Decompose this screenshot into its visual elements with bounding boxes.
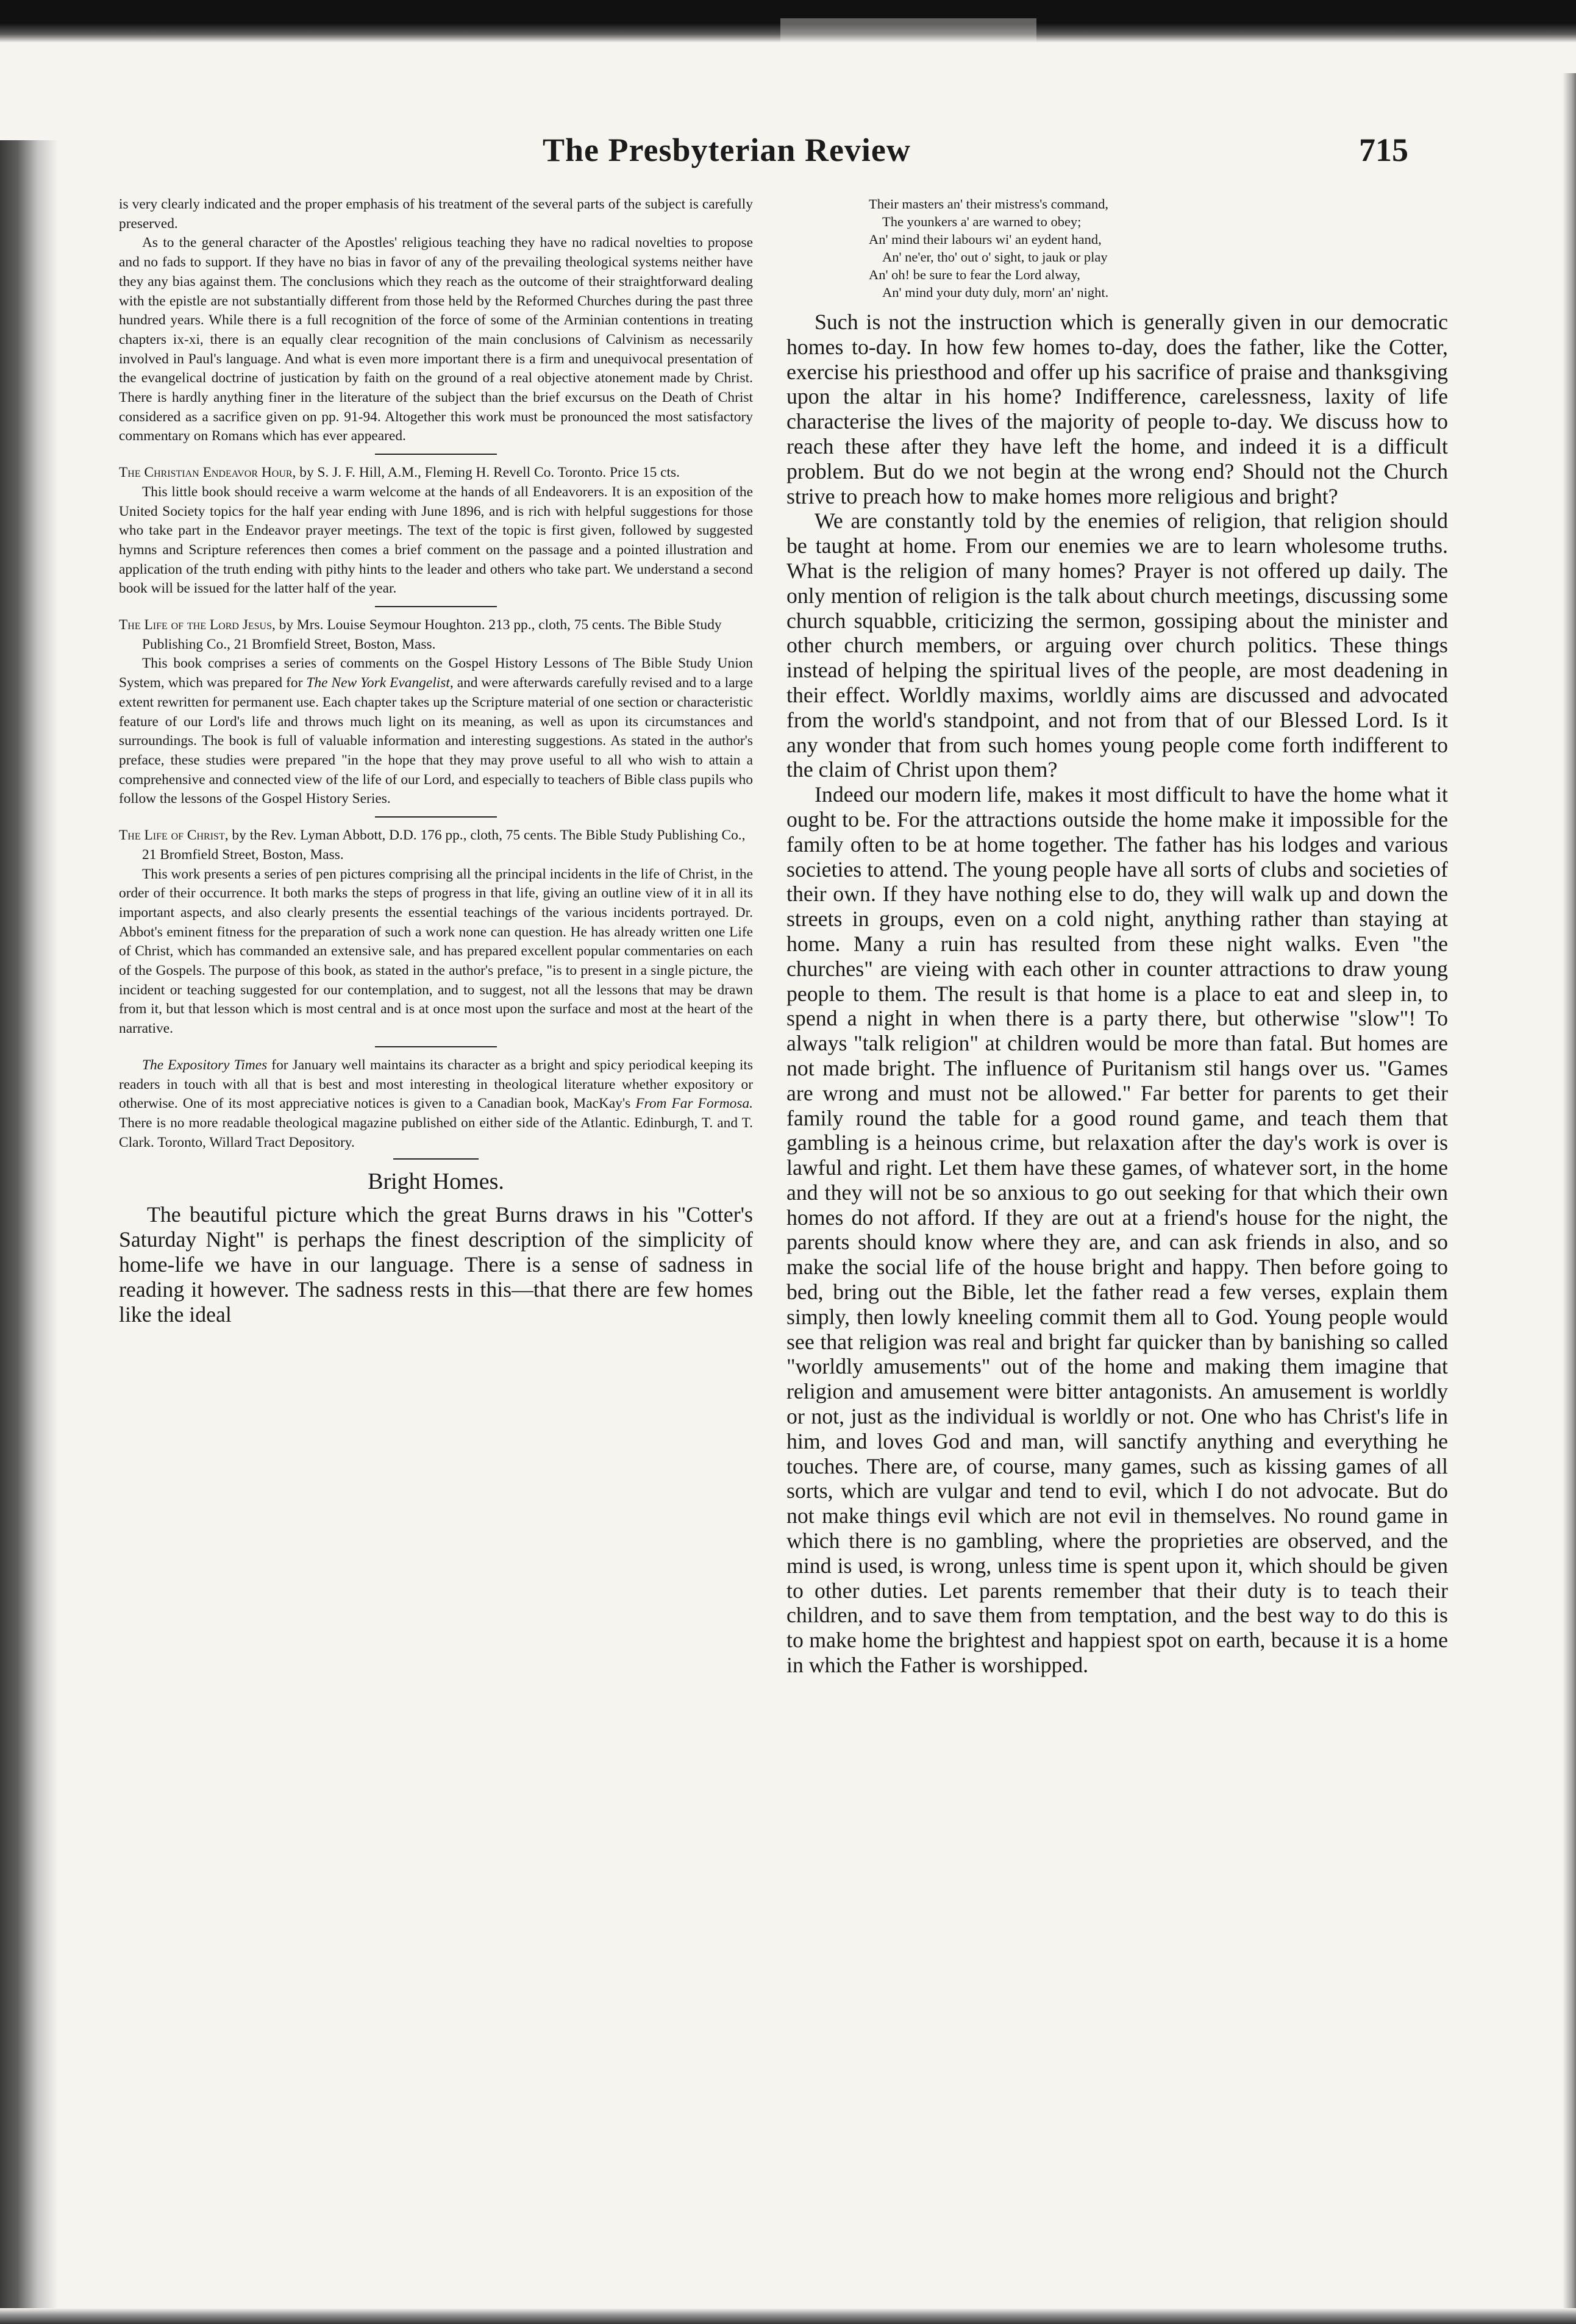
page-title: The Presbyterian Review — [543, 132, 911, 168]
book-title: From Far Formosa. — [635, 1096, 753, 1112]
article-paragraph: We are constantly told by the enemies of religion, that religion should be taught at home. From our enemies we are to learn wholesome truths. What is the religion of many homes? Prayer is not offered up daily. The only mention of religion is the talk about church meetings, discussing some church squabble, criticizing the sermon, gossiping about the minister and other church members, or arguing over church politics. These things instead of helping the spiritual lives of the people, are most deadening in their effect. Worldly maxims, worldly aims are discussed and advocated from the world's standpoint, and not from that of our Blessed Lord. Is it any wonder that from such homes young people come forth indifferent to the claim of Christ upon them? — [786, 508, 1448, 782]
review-details: , by the Rev. Lyman Abbott, D.D. 176 pp., cloth, 75 cents. The Bible Study Publishing Co., 21 Bromfield Street, Boston, Mass. — [142, 827, 746, 863]
scan-binding-shadow — [0, 140, 58, 2311]
right-column — [786, 195, 1448, 2298]
review-heading — [119, 616, 753, 654]
left-column — [119, 195, 753, 2298]
poem-line: An' mind your duty duly, morn' an' night. — [882, 285, 1109, 300]
page-number: 715 — [1359, 132, 1408, 168]
intro-paragraph: As to the general character of the Apostles' religious teaching they have no radical novelties to propose and no fads to support. If they have no bias in favor of any of the prevailing theological systems neither have they any bias against them. The conclusions which they reach as the outcome of their straightforward dealing with the epistle are not substantially different from those held by the Reformed Churches during the past three hundred years. While there is a full recognition of the force of some of the Arminian contentions in treating chapters ix-xi, there is an equally clear recognition of the main conclusions of Calvinism as necessarily involved in Paul's language. And what is even more important there is a firm and unequivocal presentation of the evangelical doctrine of justication by faith on the ground of a real objective atonement made by Christ. There is hardly anything finer in the literature of the subject than the brief excursus on the Death of Christ considered as a sacrifice given on pp. 91-94. Altogether this work must be pronounced the most satisfactory commentary on Romans which has ever appeared. — [119, 235, 753, 444]
review-details: , by S. J. F. Hill, A.M., Fleming H. Revell Co. Toronto. Price 15 cts. — [292, 465, 680, 481]
article-continuation — [786, 310, 1448, 1678]
review-title: The Christian Endeavor Hour — [119, 465, 293, 481]
intro-paragraph: is very clearly indicated and the proper emphasis of his treatment of the several parts of the subject is carefully preserved. — [119, 196, 753, 232]
review-title: The Life of the Lord Jesus — [119, 617, 272, 633]
article-start — [119, 1202, 753, 1327]
review-heading — [119, 463, 753, 483]
scan-right-edge — [1563, 73, 1576, 2323]
section-divider — [375, 1046, 497, 1047]
reviews-section — [119, 195, 753, 1160]
poem-quote — [869, 195, 1332, 301]
scan-bottom-border — [0, 2308, 1576, 2324]
review-title: The Life of Christ — [119, 827, 225, 844]
review-entry — [119, 616, 753, 654]
section-divider — [375, 816, 497, 818]
section-divider — [375, 606, 497, 607]
review-details: , by Mrs. Louise Seymour Houghton. 213 pp., cloth, 75 cents. The Bible Study Publishing Co., 21 Bromfield Street, Boston, Mass. — [142, 617, 722, 652]
article-paragraph: The beautiful picture which the great Burns draws in his "Cotter's Saturday Night" is perhaps the finest description of the simplicity of home-life we have in our language. There is a sense of sadness in reading it however. The sadness rests in this—that there are few homes like the ideal — [119, 1202, 753, 1327]
section-divider — [393, 1158, 479, 1160]
periodical-title: The New York Evangelist — [306, 675, 450, 691]
review-entry — [119, 826, 753, 864]
review-body-text: This book comprises a series of comments on the Gospel History Lessons of The Bible Study Union System, which was prepared for — [119, 655, 753, 691]
poem-line: An' ne'er, tho' out o' sight, to jauk or play — [882, 249, 1108, 265]
periodical-title: The Expository Times — [142, 1057, 268, 1073]
article-paragraph: Such is not the instruction which is generally given in our democratic homes to-day. In how few homes to-day, does the father, like the Cotter, exercise his priesthood and offer up his sacrifice of praise and thanksgiving upon the altar in his home? Indifference, carelessness, laxity of life characterise the lives of the majority of people to-day. We discuss how to reach these after they have left the home, and indeed it is a difficult problem. But do we not begin at the wrong end? Should not the Church strive to preach how to make homes more religious and bright? — [786, 310, 1448, 508]
review-body: This little book should receive a warm welcome at the hands of all Endeavorers. It is an exposition of the United Society topics for the half year ending with June 1896, and is rich with helpful suggestions for those who take part in the Endeavor prayer meetings. The text of the topic is first given, followed by suggested hymns and Scripture references then comes a brief comment on the passage and a pointed illustration and application of the truth ending with pithy hints to the leader and others who take part. We understand a second book will be issued for the latter half of the year. — [119, 483, 753, 597]
article-paragraph: Indeed our modern life, makes it most difficult to have the home what it ought to be. For the attractions outside the home make it impossible for the family often to be at home together. The father has his lodges and various societies to attend. The young people have all sorts of clubs and societies of their own. If they have nothing else to do, they will walk up and down the streets in groups, even on a cold night, anything rather than staying at home. Many a ruin has resulted from these night walks. Even "the churches" are vieing with each other in counter attractions to draw young people to them. The result is that home is a place to eat and sleep in, to spend a night in when there is a party there, but otherwise "slow"! To always "talk religion" at children would be more than fatal. But homes are not made bright. The influence of Puritanism stil hangs over us. "Games are wrong and must not be allowed." Far better for parents to get their family round the table for a good round game, and teach them that gambling is a heinous crime, but relaxation after the day's work is over is lawful and right. Let them have these games, of whatever sort, in the home and they will not be so anxious to go out seeking for that which their own homes do not afford. If they are out at a friend's house for the night, the parents should know where they are, and can ask friends in also, and so make the social life of the house bright and happy. Then before going to bed, bring out the Bible, let the father read a few verses, explain them simply, then lowly kneeling commit them all to God. Young people would see that religion was real and bright far quicker than by banishing so called "worldly amusements" out of the home and making them imagine that religion and amusement were bitter antagonists. An amusement is worldly or not, just as the individual is worldly or not. One who has Christ's life in him, and loves God and man, will sanctify anything and everything he touches. There are, of course, many games, such as kissing games of all sorts, which are vulgar and tend to evil, which I do not advocate. But do not make things evil which are not evil in themselves. No round game in which there is no gambling, where the proprieties are observed, and the mind is used, is wrong, unless time is spent upon it, which should be given to other duties. Let parents remember that their duty is to teach their children, and to save them from temptation, and the best way to do this is to make home the brightest and happiest spot on earth, because it is a home in which the Father is worshipped. — [786, 782, 1448, 1678]
article-title: Bright Homes. — [368, 1169, 504, 1195]
poem-line: The younkers a' are warned to obey; — [882, 214, 1082, 229]
poem-line: An' oh! be sure to fear the Lord alway, — [869, 267, 1080, 282]
expository-note — [119, 1056, 753, 1153]
scan-top-border — [0, 0, 1576, 43]
review-heading — [119, 826, 753, 864]
running-header — [543, 131, 1408, 183]
review-body — [119, 654, 753, 809]
poem-line: An' mind their labours wi' an eydent hand, — [869, 232, 1102, 247]
section-divider — [375, 454, 497, 455]
poem-line: Their masters an' their mistress's command, — [869, 196, 1109, 212]
note-text: for January well maintains its character as a bright and spicy periodical keeping its readers in touch with all that is best and most interesting in theological literature whether expository or otherwise. One of its most appreciative notices is given to a Canadian book, MacKay's — [119, 1057, 753, 1112]
review-body: This work presents a series of pen pictures comprising all the principal incidents in the life of Christ, in the order of their occurrence. It both marks the steps of progress in that life, giving an outline view of it in all its important aspects, and also clearly presents the essential teachings of the various incidents portrayed. Dr. Abbot's eminent fitness for the preparation of such a work none can question. He has already written one Life of Christ, which has commanded an extensive sale, and has prepared excellent popular commentaries on each of the Gospels. The purpose of this book, as stated in the author's preface, "is to present in a single picture, the incident or teaching suggested for our contemplation, and to suggest, not all the lessons that may be drawn from it, but that lesson which is most central and is at once most upon the surface and most at the heart of the narrative. — [119, 866, 753, 1037]
note-text: There is no more readable theological magazine published on either side of the Atlantic. Edinburgh, T. and T. Clark. Toronto, Willard Tract Depository. — [119, 1114, 753, 1150]
review-body-text: , and were afterwards carefully revised and to a large extent rewritten for permanent use. Each chapter takes up the Scripture material of one section or characteristic feature of our Lord's life and throws much light on its meaning, as well as upon its circumstances and surroundings. The book is full of valuable information and interesting suggestions. As stated in the author's preface, these studies were prepared "in the hope that they may prove useful to all who wish to attain a comprehensive and connected view of the life of our Lord, and especially to teachers of Bible class pupils who follow the lessons of the Gospel History Series. — [119, 675, 753, 807]
review-entry — [119, 463, 753, 483]
